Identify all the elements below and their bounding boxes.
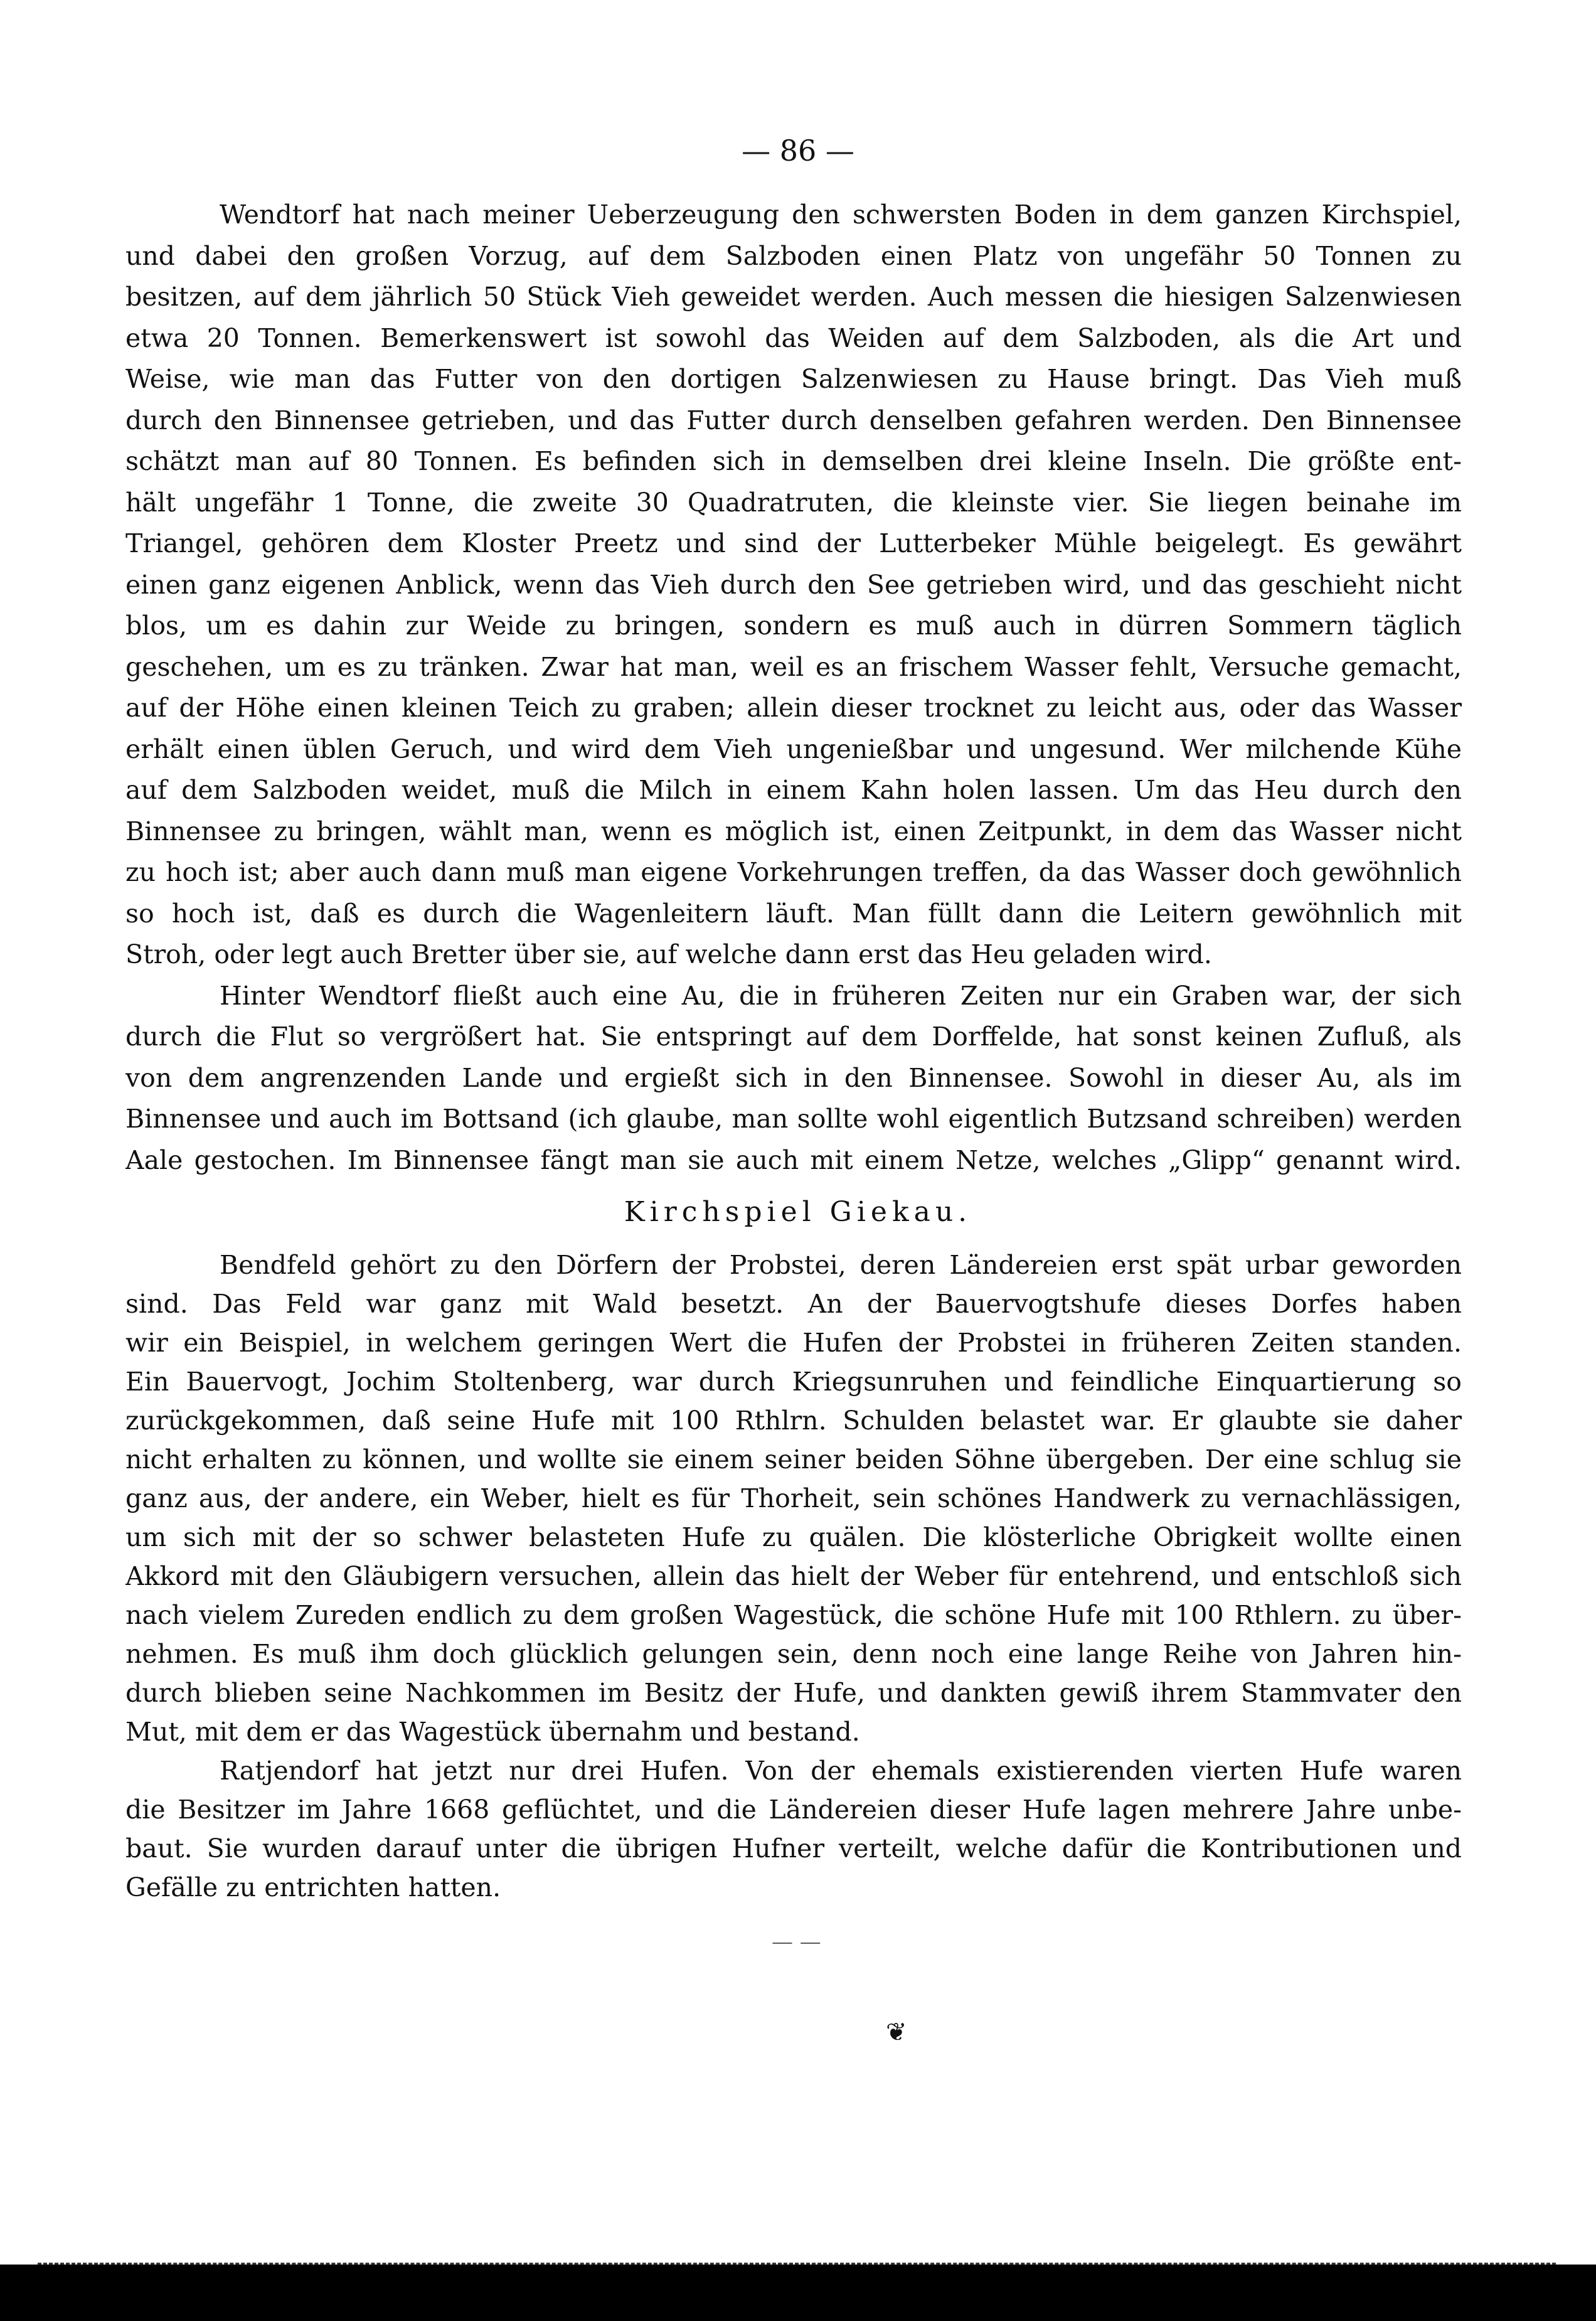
text-line: auf dem Salzboden weidet, muß die Milch in einem Kahn holen lassen. Um das Heu durch den: [125, 775, 1462, 805]
text-line: und dabei den großen Vorzug, auf dem Salzboden einen Platz von ungefähr 50 Tonnen zu: [125, 240, 1462, 271]
text-line: auf der Höhe einen kleinen Teich zu graben; allein dieser trocknet zu leicht aus, oder das Wasser: [125, 693, 1462, 723]
text-line: Mut, mit dem er das Wagestück übernahm und bestand.: [125, 1717, 860, 1747]
text-line: blos, um es dahin zur Weide zu bringen, sondern es muß auch in dürren Sommern täglich: [125, 611, 1462, 641]
text-line: durch den Binnensee getrieben, und das Futter durch denselben gefahren werden. Den Binnensee: [125, 405, 1462, 435]
text-line: Ratjendorf hat jetzt nur drei Hufen. Von der ehemals existierenden vierten Hufe waren: [220, 1756, 1462, 1786]
text-line: nehmen. Es muß ihm doch glücklich gelungen sein, denn noch eine lange Reihe von Jahren hin-: [125, 1639, 1462, 1669]
text-line: Triangel, gehören dem Kloster Preetz und sind der Lutterbeker Mühle beigelegt. Es gewährt: [125, 528, 1462, 558]
text-line: Akkord mit den Gläubigern versuchen, allein das hielt der Weber für entehrend, und entschloß sich: [125, 1561, 1462, 1591]
text-line: durch blieben seine Nachkommen im Besitz der Hufe, und dankten gewiß ihrem Stammvater den: [125, 1678, 1462, 1708]
text-line: um sich mit der so schwer belasteten Hufe zu quälen. Die klösterliche Obrigkeit wollte einen: [125, 1522, 1462, 1552]
text-line: einen ganz eigenen Anblick, wenn das Vieh durch den See getrieben wird, und das geschieht nicht: [125, 569, 1462, 600]
text-line: Ein Bauervogt, Jochim Stoltenberg, war durch Kriegsunruhen und feindliche Einquartierung so: [125, 1367, 1462, 1397]
text-line: Binnensee zu bringen, wählt man, wenn es möglich ist, einen Zeitpunkt, in dem das Wasser nicht: [125, 816, 1462, 846]
text-line: Hinter Wendtorf fließt auch eine Au, die in früheren Zeiten nur ein Graben war, der sich: [220, 980, 1462, 1011]
text-line: nicht erhalten zu können, und wollte sie einem seiner beiden Söhne übergeben. Der eine schlug sie: [125, 1444, 1462, 1475]
text-line: zurückgekommen, daß seine Hufe mit 100 Rthlrn. Schulden belastet war. Er glaubte sie daher: [125, 1406, 1462, 1436]
section-heading: Kirchspiel Giekau.: [624, 1196, 972, 1228]
page-number: — 86 —: [742, 134, 854, 168]
text-line: baut. Sie wurden darauf unter die übrigen Hufner verteilt, welche dafür die Kontributionen und: [125, 1833, 1462, 1864]
text-line: durch die Flut so vergrößert hat. Sie entspringt auf dem Dorffelde, hat sonst keinen Zufluß, als: [125, 1022, 1462, 1052]
text-line: nach vielem Zureden endlich zu dem großen Wagestück, die schöne Hufe mit 100 Rthlern. zu über-: [125, 1600, 1462, 1630]
text-line: etwa 20 Tonnen. Bemerkenswert ist sowohl das Weiden auf dem Salzboden, als die Art und: [125, 323, 1462, 353]
text-line: erhält einen üblen Geruch, und wird dem Vieh ungenießbar und ungesund. Wer milchende Kühe: [125, 734, 1462, 764]
text-line: von dem angrenzenden Lande und ergießt sich in den Binnensee. Sowohl in dieser Au, als im: [125, 1062, 1462, 1093]
text-line: ganz aus, der andere, ein Weber, hielt es für Thorheit, sein schönes Handwerk zu vernachlässigen,: [125, 1483, 1462, 1513]
text-line: so hoch ist, daß es durch die Wagenleitern läuft. Man füllt dann die Leitern gewöhnlich mit: [125, 898, 1462, 929]
text-line: Aale gestochen. Im Binnensee fängt man sie auch mit einem Netze, welches „Glipp“ genannt wird.: [125, 1144, 1462, 1175]
text-line: Weise, wie man das Futter von den dortigen Salzenwiesen zu Hause bringt. Das Vieh muß: [125, 364, 1462, 394]
text-line: hält ungefähr 1 Tonne, die zweite 30 Quadratruten, die kleinste vier. Sie liegen beinahe im: [125, 487, 1462, 518]
text-line: Gefälle zu entrichten hatten.: [125, 1872, 501, 1902]
text-line: Stroh, oder legt auch Bretter über sie, auf welche dann erst das Heu geladen wird.: [125, 939, 1212, 969]
scan-edge: [38, 2259, 1556, 2265]
text-line: Binnensee und auch im Bottsand (ich glaube, man sollte wohl eigentlich Butzsand schreiben) werden: [125, 1104, 1462, 1134]
text-line: geschehen, um es zu tränken. Zwar hat man, weil es an frischem Wasser fehlt, Versuche gemacht,: [125, 651, 1462, 682]
paragraph-wendtorf: [125, 195, 1462, 1181]
text-line: sind. Das Feld war ganz mit Wald besetzt. An der Bauervogtshufe dieses Dorfes haben: [125, 1289, 1462, 1319]
text-line: zu hoch ist; aber auch dann muß man eigene Vorkehrungen treffen, da das Wasser doch gewöhnlich: [125, 857, 1462, 887]
text-line: besitzen, auf dem jährlich 50 Stück Vieh geweidet werden. Auch messen die hiesigen Salzenwiesen: [125, 282, 1462, 312]
text-line: wir ein Beispiel, in welchem geringen Wert die Hufen der Probstei in früheren Zeiten standen.: [125, 1328, 1462, 1358]
text-line: Bendfeld gehört zu den Dörfern der Probstei, deren Ländereien erst spät urbar geworden: [220, 1250, 1462, 1280]
end-ornament-icon: ❦: [886, 2018, 907, 2047]
text-line: Wendtorf hat nach meiner Ueberzeugung den schwersten Boden in dem ganzen Kirchspiel,: [220, 200, 1462, 230]
text-line: schätzt man auf 80 Tonnen. Es befinden sich in demselben drei kleine Inseln. Die größte ent-: [125, 446, 1462, 476]
separator: — —: [772, 1929, 821, 1955]
paragraph-bendfeld: [125, 1246, 1462, 1907]
scan-border: [0, 2265, 1596, 2321]
text-line: die Besitzer im Jahre 1668 geflüchtet, und die Ländereien dieser Hufe lagen mehrere Jahre unbe-: [125, 1795, 1462, 1825]
